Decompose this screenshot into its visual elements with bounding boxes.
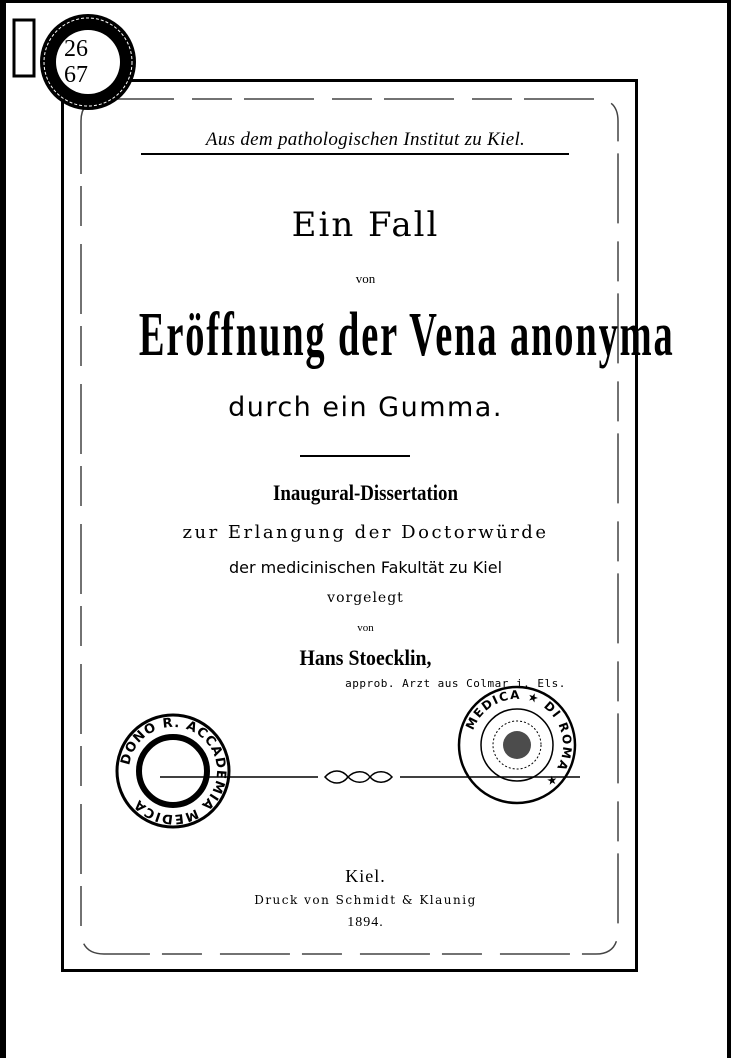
institute-line: Aus dem pathologischen Institut zu Kiel. [205,129,526,150]
city-line: Kiel. [345,866,386,886]
printer-line: Druck von Schmidt & Klaunig [254,893,477,907]
svg-text:MEDICA ★ DI ROMA ★: MEDICA ★ DI ROMA ★ [462,687,575,791]
separator-rule [300,455,410,457]
library-number-bottom: 67 [64,62,88,88]
dono-accademia-stamp [114,712,232,830]
title-line-2: Eröffnung der Vena anonyma [138,301,675,369]
dissertation-heading: Inaugural-Dissertation [272,480,459,505]
year-line: 1894. [347,915,384,930]
title-line-1: Ein Fall [291,205,440,245]
medica-di-roma-stamp [456,684,578,806]
author-note: approb. Arzt aus Colmar i. Els. [345,677,566,690]
von-connector-2: von [357,622,374,634]
author-name: Hans Stoecklin, [299,645,432,670]
title-line-3: durch ein Gumma. [228,392,503,423]
faculty-line: der medicinischen Fakultät zu Kiel [228,558,503,577]
erlangung-line: zur Erlangung der Doctorwürde [182,522,549,543]
svg-text:DONO R. ACCADEMIA MEDICA: DONO R. ACCADEMIA MEDICA [118,715,229,827]
institute-rule [141,153,569,155]
library-number-top: 26 [64,36,88,62]
vorgelegt-line: vorgelegt [327,590,404,606]
von-connector-1: von [355,271,376,286]
